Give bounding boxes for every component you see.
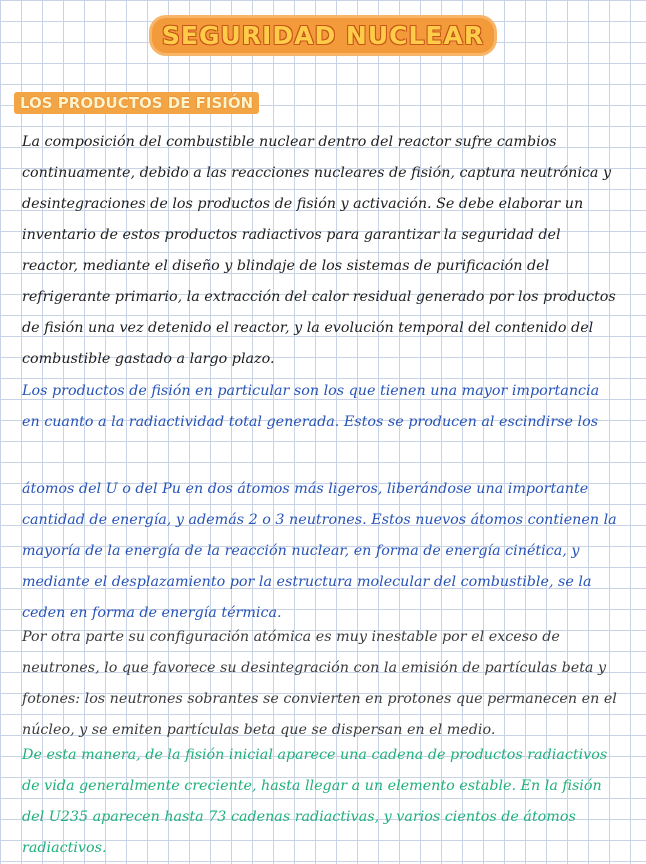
paragraph-atomic-configuration: Por otra parte su configuración atómica es muy inestable por el exceso de neutrones, lo que favorece su desintegración con la emisión de partículas beta y fotones: los neutrones sobrantes se convierten en protones que permanecen en el núcleo, y se emiten partículas beta que se dispersan en el medio. bbox=[22, 629, 617, 738]
paragraph-fission-products-intro: Los productos de fisión en particular son los que tienen una mayor importancia en cuanto a la radiactividad total generada. Estos se producen al escindirse los bbox=[22, 383, 600, 430]
paragraph-radioactive-chains: De esta manera, de la fisión inicial aparece una cadena de productos radiactivos de vida generalmente creciente, hasta llegar a un elemento estable. En la fisión del U235 aparecen hasta 73 cadenas radiactivas, y varios cientos de átomos radiactivos. bbox=[22, 747, 608, 856]
section-heading: LOS PRODUCTOS DE FISIÓN bbox=[14, 92, 259, 114]
page-title-text: SEGURIDAD NUCLEAR bbox=[152, 18, 494, 53]
page-title bbox=[0, 18, 646, 53]
paragraph-composition: La composición del combustible nuclear dentro del reactor sufre cambios continuamente, debido a las reacciones nucleares de fisión, captura neutrónica y desintegraciones de los productos de fisión y activación. Se debe elaborar un inventario de estos productos radiactivos para garantizar la seguridad del reactor, mediante el diseño y blindaje de los sistemas de purificación del refrigerante primario, la extracción del calor residual generado por los productos de fisión una vez detenido el reactor, y la evolución temporal del contenido del combustible gastado a largo plazo. bbox=[22, 134, 616, 367]
paragraph-fission-atoms: átomos del U o del Pu en dos átomos más ligeros, liberándose una importante cantidad de energía, y además 2 o 3 neutrones. Estos nuevos átomos contienen la mayoría de la energía de la reacción nuclear, en forma de energía cinética, y mediante el desplazamiento por la estructura molecular del combustible, se la ceden en forma de energía térmica. bbox=[22, 481, 617, 621]
